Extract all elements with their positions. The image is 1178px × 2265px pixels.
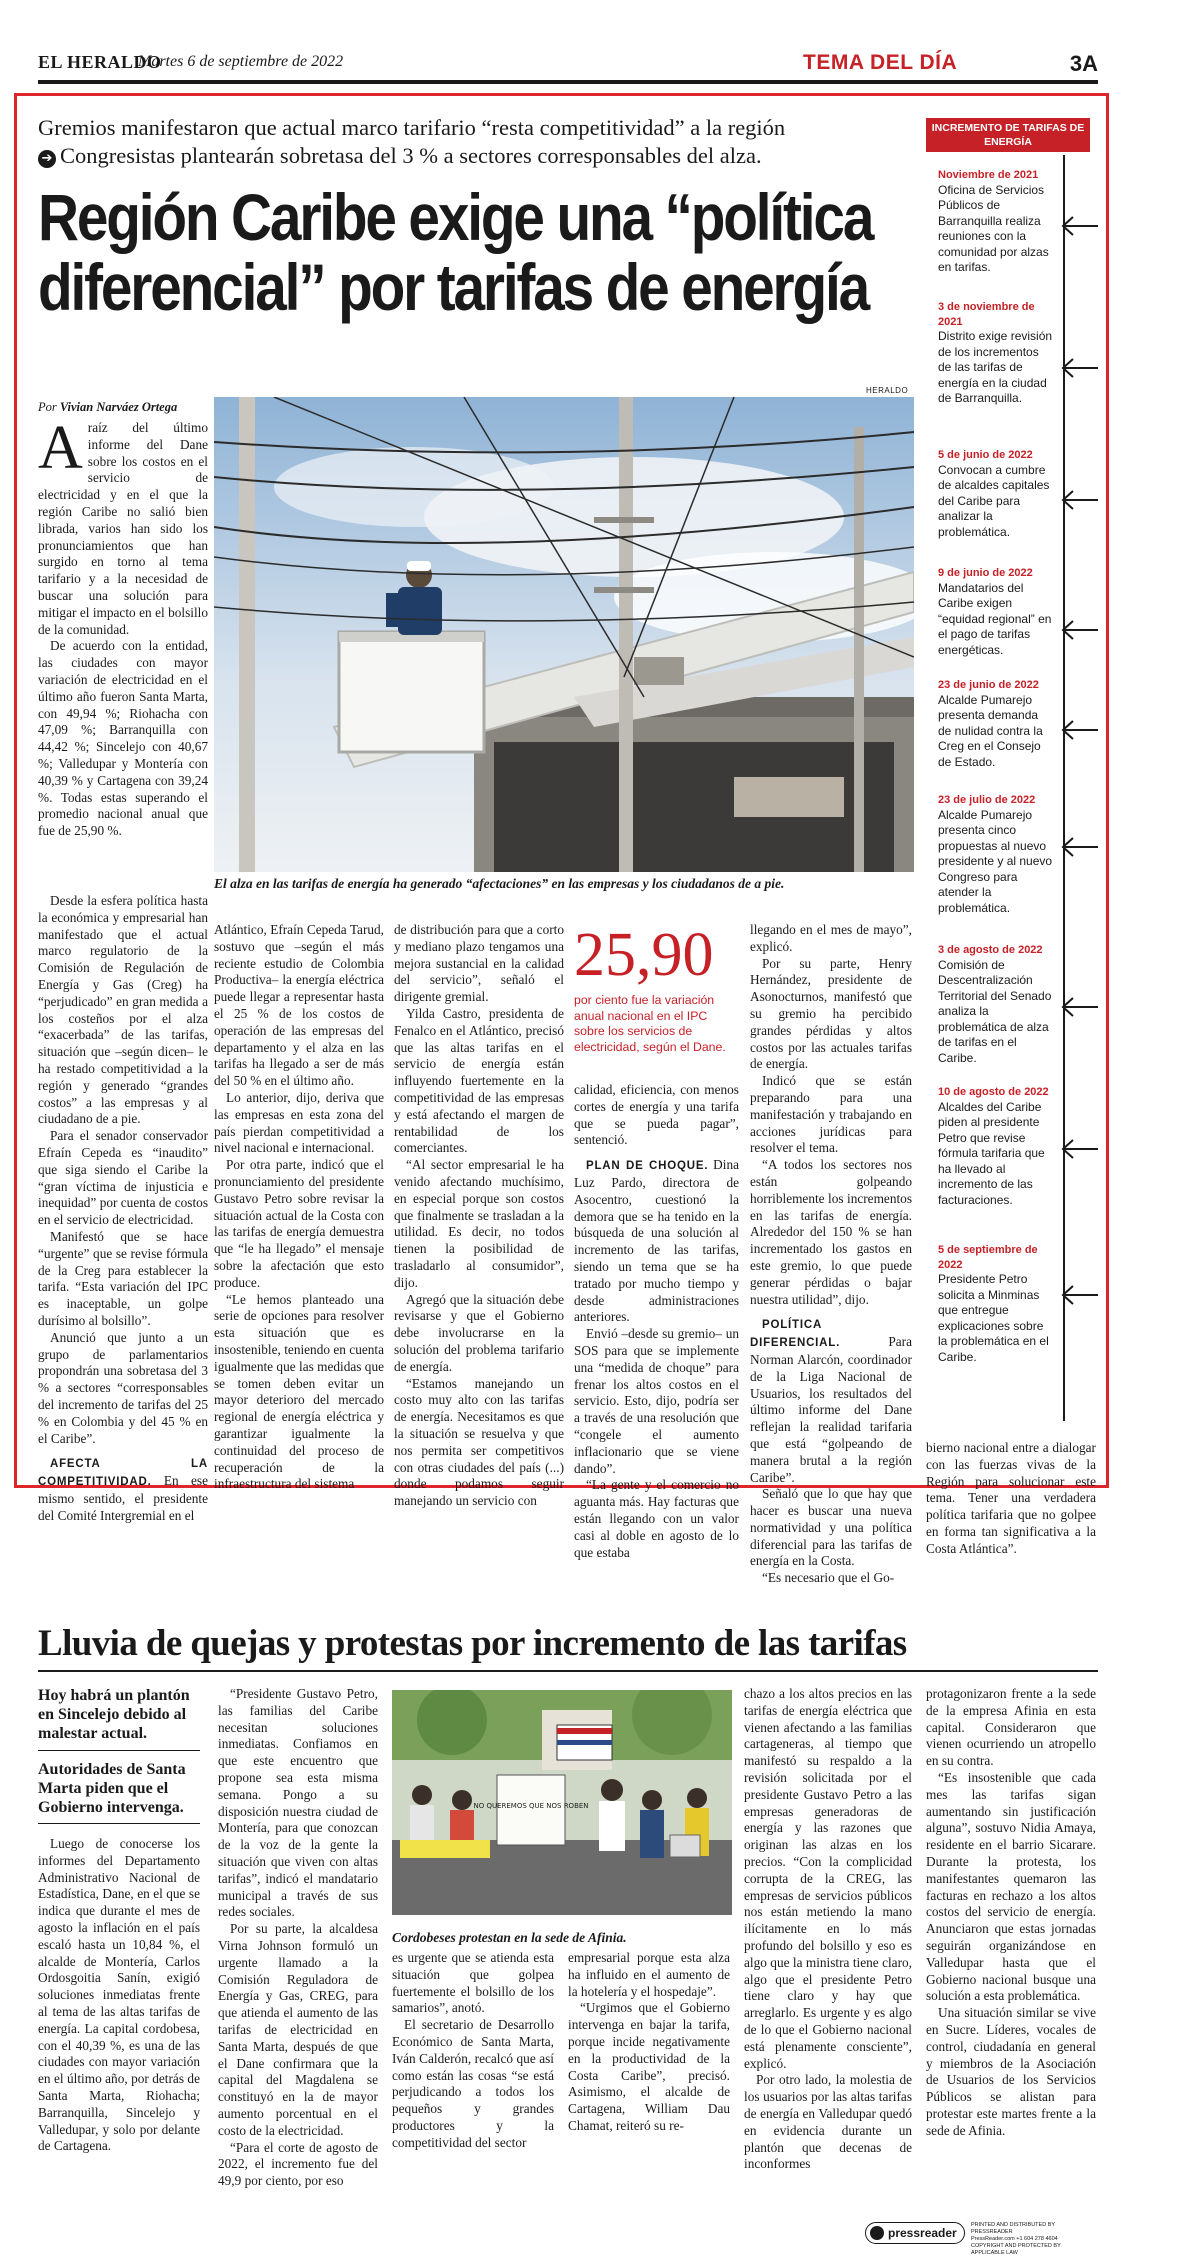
- timeline-axis: [1063, 155, 1065, 1421]
- paragraph: Señaló que lo que hay que hacer es buscar una nueva normatividad y una política diferencial para las tarifas de energía en la Costa.: [750, 1486, 912, 1569]
- pressreader-logo-text: pressreader: [888, 2226, 957, 2240]
- arrow-left-icon: [1060, 488, 1100, 512]
- photo-credit: HERALDO: [866, 386, 909, 395]
- deck-2: Autoridades de Santa Marta piden que el Gobierno intervenga.: [38, 1761, 186, 1816]
- divider: [38, 1670, 1098, 1672]
- timeline-date: 23 de junio de 2022: [938, 679, 1039, 691]
- main-headline: [38, 182, 932, 322]
- timeline-item: [938, 793, 1054, 916]
- timeline-date: 10 de agosto de 2022: [938, 1086, 1049, 1098]
- masthead: [38, 48, 1098, 84]
- pressreader-fine-print: [971, 2222, 1095, 2257]
- article2-column-3: [392, 1950, 554, 2152]
- arrow-left-icon: [1060, 1137, 1100, 1161]
- issue-date: Martes 6 de septiembre de 2022: [138, 53, 344, 70]
- fine-print-line: COPYRIGHT AND PROTECTED BY APPLICABLE LAW: [971, 2243, 1061, 2256]
- lead-paragraph-text: raíz del último informe del Dane sobre los costos en el servicio de electricidad y en el que la región Caribe no salió bien librada, varios han sido los pronunciamientos que han surgido en torno al tema tarifario y a la necesidad de buscar una solución para mitigar el impacto en el bolsillo de la comunidad.: [38, 420, 208, 637]
- article1-column-4: [574, 1082, 739, 1561]
- paragraph-text: Dina Luz Pardo, directora de Asocentro, cuestionó la demora que se ha tenido en la búsqueda de una solución al incremento de las tarifas, siendo un tema que se ha tratado por mucho tiempo y desde administraciones anteriores.: [574, 1157, 740, 1325]
- pressreader-logo-icon: [870, 2226, 884, 2240]
- protest-photo-illustration: [392, 1690, 732, 1915]
- paragraph: “Es insostenible que cada mes las tarifas sigan aumentando sin justificación alguna”, sostuvo Nidia Amaya, residente en el barrio Sicarare. Durante la protesta, los manifestantes quemaron las facturas en rechazo a los altos costos del servicio de energía. Anunciaron que estas jornadas seguirán organizándose en Valledupar hasta que el Gobierno nacional busque una solución a esta problemática.: [926, 1769, 1096, 2004]
- timeline-text: Mandatarios del Caribe exigen “equidad regional” en el pago de tarifas energéticas.: [938, 580, 1052, 657]
- paragraph: chazo a los altos precios en las tarifas de energía eléctrica que vienen afectando a las familias cartageneras, al tiempo que manifestó su respaldo a la revisión solicitada por el presidente Gustavo Petro a las empresas generadoras de energía y las razones que originan las alzas en los precios. “Con la complicidad corrupta de la CREG, las empresas de servicios públicos nos están metiendo la mano ilícitamente en lo más profundo del bolsillo y eso es algo que la ministra tiene claro, algo que el presidente Petro tiene claro y hay que arreglarlo. Es urgente y es algo de lo que el Gobierno nacional está plenamente consciente”, explicó.: [744, 1686, 912, 2071]
- arrow-left-icon: [1060, 835, 1100, 859]
- subhead: PLAN DE CHOQUE.: [586, 1160, 709, 1173]
- photo-caption: El alza en las tarifas de energía ha generado “afectaciones” en las empresas y los ciudadanos de a pie.: [214, 876, 785, 891]
- arrow-left-icon: [1060, 1283, 1100, 1307]
- divider: [38, 1823, 200, 1824]
- protest-sign-text: NO QUEREMOS QUE NOS ROBEN: [473, 1802, 589, 1810]
- paragraph: De acuerdo con la entidad, las ciudades con mayor variación de electricidad en el último año fueron Santa Marta, con 49,94 %; Riohacha con 47,09 %; Barranquilla con 44,42 %; Sincelejo con 40,67 %; Valledupar y Montería con 40,39 % y Cartagena con 39,24 %. Todas estas superando el promedio nacional anual que fue de 25,90 %.: [38, 638, 208, 839]
- timeline-item: [938, 168, 1054, 276]
- protest-photo-caption: Cordobeses protestan en la sede de Afinia.: [392, 1930, 627, 1945]
- drop-cap: A: [38, 414, 83, 482]
- timeline-item: [938, 300, 1054, 407]
- paragraph-text: En ese mismo sentido, el presidente del Comité Intergremial en el: [38, 1473, 208, 1523]
- paragraph: protagonizaron frente a la sede de la empresa Afinia en esta capital. Consideraron que vienen ocurriendo un atropello en su contra.: [926, 1686, 1096, 1769]
- article1-column-6: [926, 1440, 1096, 1558]
- article1-column-1: [38, 414, 208, 840]
- paragraph: Anunció que junto a un grupo de parlamentarios propondrán una sobretasa del 3 % a sectores “corresponsables del incremento de tarifas del 25 % en Colombia y del 45 % en el Caribe”.: [38, 1329, 208, 1446]
- article2-column-2: [218, 1686, 378, 2190]
- timeline-title: INCREMENTO DE TARIFAS DE ENERGÍA: [926, 118, 1090, 152]
- timeline-text: Alcalde Pumarejo presenta demanda de nulidad contra la Creg en el Consejo de Estado.: [938, 692, 1043, 769]
- paragraph: Por su parte, Henry Hernández, presidente de Asonocturnos, manifestó que su gremio ha percibido grandes pérdidas y altos costos por las actuales tarifas de energía.: [750, 955, 912, 1072]
- pressreader-badge: [865, 2220, 1095, 2256]
- paragraph: Por otro lado, la molestia de los usuarios por las altas tarifas de energía en Valledupar quedó en evidencia durante un plantón que decenas de inconformes: [744, 2072, 912, 2172]
- byline-author: Vivian Narváez Ortega: [59, 400, 178, 414]
- paragraph: “Para el corte de agosto de 2022, el incremento fue del 49,9 por ciento, por eso: [218, 2139, 378, 2189]
- timeline-text: Oficina de Servicios Públicos de Barranquilla realiza reuniones con la comunidad por alzas en tarifas.: [938, 182, 1049, 274]
- divider: [38, 1750, 200, 1751]
- timeline-item: [938, 1085, 1054, 1208]
- kicker-line-2-text: Congresistas plantearán sobretasa del 3 % a sectores corresponsables del alza.: [60, 143, 762, 168]
- paragraph: Luego de conocerse los informes del Departamento Administrativo Nacional de Estadística, Dane, en el que se indica que durante el mes de agosto la inflación en el país escaló hasta un 10,84 %, el alcalde de Montería, Carlos Ordosgoitia Sanín, exigió soluciones inmediatas frente al tema de las altas tarifas de energía. La capital cordobesa, con el 40,39 %, es una de las ciudades con mayor variación en el último año, por detrás de Santa Marta, Riohacha; Barranquilla, Sincelejo y Valledupar, y solo por delante de Cartagena.: [38, 1836, 200, 2154]
- timeline-text: Distrito exige revisión de los incrementos de las tarifas de energía en la ciudad de Barranquilla.: [938, 329, 1053, 405]
- second-headline: Lluvia de quejas y protestas por incremento de las tarifas: [38, 1623, 907, 1664]
- paragraph: Desde la esfera política hasta la económica y empresarial han manifestado que el actual marco regulatorio de la Comisión de Regulación de Energía y Gas (Creg) ha “perjudicado” en gran medida a los costeños por el alza “exacerbada” de las tarifas, situación que –según dicen– le ha restado competitividad a la región y generado “grandes costos” a las empresas y al ciudadano de a pie.: [38, 893, 208, 1127]
- kicker-line-2: [38, 142, 918, 170]
- paragraph: “A todos los sectores nos están golpeando horriblemente los incrementos en las tarifas de energía. Alrededor del 150 % se han incrementado los gastos en este gremio, lo que puede generar pérdidas o bajar nuestra utilidad”, dijo.: [750, 1157, 912, 1307]
- paragraph: “Le hemos planteado una serie de opciones para resolver esta situación que es insostenible, teniendo en cuenta igualmente que las medidas que se tomen deben evitar un mayor deterioro del mercado regional de energía eléctrica y garantizar igualmente la continuidad del proceso de recuperación de la infraestructura del sistema: [214, 1291, 384, 1492]
- paragraph: El secretario de Desarrollo Económico de Santa Marta, Iván Calderón, recalcó que así como están las cosas “se está perjudicando a todos los pequeños y grandes productores y la competitividad del sector: [392, 2017, 554, 2150]
- timeline-date: 23 de julio de 2022: [938, 794, 1036, 806]
- subhead-paragraph: [574, 1157, 739, 1326]
- article1-column-5: [750, 922, 912, 1587]
- deck-1: Hoy habrá un plantón en Sincelejo debido al malestar actual.: [38, 1687, 190, 1742]
- timeline-date: Noviembre de 2021: [938, 169, 1039, 181]
- paragraph: es urgente que se atienda esta situación que golpea fuertemente el bolsillo de los samarios”, anotó.: [392, 1950, 554, 2016]
- article2-column-4: [568, 1950, 730, 2135]
- fine-print-line: PressReader.com +1 604 278 4604: [971, 2236, 1058, 2242]
- paragraph: Agregó que la situación debe revisarse y que el Gobierno debe involucrarse en la solución del problema tarifario de energía.: [394, 1291, 564, 1374]
- paragraph: “Es necesario que el Go-: [762, 1570, 895, 1586]
- headline-line-1: Región Caribe exige una “política: [38, 180, 873, 254]
- fine-print-line: PRINTED AND DISTRIBUTED BY PRESSREADER: [971, 2222, 1055, 2235]
- page-number: 3A: [1069, 51, 1098, 76]
- kicker-line-1: Gremios manifestaron que actual marco tarifario “resta competitividad” a la región: [38, 115, 786, 140]
- paragraph: de distribución para que a corto y mediano plazo tengamos una mejora sustancial en la calidad del servicio”, señaló el dirigente gremial.: [394, 922, 564, 1005]
- timeline-date: 5 de septiembre de 2022: [938, 1244, 1038, 1271]
- paragraph: “Al sector empresarial le ha venido afectando muchísimo, en especial porque son costos que finalmente se trasladan a la utilidad. Es decir, no todos tienen la posibilidad de trasladarlo al consumidor”, dijo.: [394, 1157, 564, 1290]
- article1-column-1b: [38, 893, 208, 1524]
- byline: [38, 400, 177, 415]
- article1-column-3: [394, 922, 564, 1510]
- paragraph: Indicó que se están preparando para una manifestación y trabajando en acciones jurídicas para resolver el tema.: [750, 1073, 912, 1156]
- paragraph: empresarial porque esta alza ha influido en el aumento de la hotelería y el hospedaje”.: [568, 1950, 730, 1999]
- paragraph: Lo anterior, dijo, deriva que las empresas en esta zona del país pierdan competitividad a nivel nacional e internacional.: [214, 1089, 384, 1156]
- paragraph: Envió –desde su gremio– un SOS para que se implemente una “medida de choque” para frenar los altos costos en el servicio. Esto, dijo, podría ser a través de una resolución que “congele el aumento inflacionario que se viene dando”.: [574, 1326, 739, 1476]
- paragraph: Por otra parte, indicó que el pronunciamiento del presidente Gustavo Petro sobre revisar la situación actual de la Costa con las tarifas de energía demuestra que “le ha llegado” el mensaje sobre la afectación que esto produce.: [214, 1157, 384, 1290]
- newspaper-name: EL HERALDO: [38, 52, 162, 72]
- paragraph: calidad, eficiencia, con menos cortes de energía y una tarifa que se pueda pagar”, sentenció.: [574, 1082, 739, 1148]
- paragraph: Manifestó que se hace “urgente” que se revise fórmula de la Creg para establecer la tarifa. “Esta variación del IPC es inaceptable, un golpe durísimo al bolsillo”.: [38, 1228, 208, 1328]
- section-title: TEMA DEL DÍA: [803, 51, 958, 74]
- timeline-item: [938, 1243, 1054, 1365]
- protest-photo: [392, 1690, 732, 1915]
- paragraph: “Presidente Gustavo Petro, las familias del Caribe necesitan soluciones inmediatas. Confiamos en que este encuentro que propone sea esta misma semana. Pongo a su disposición nuestra ciudad de Montería, para que conozcan de la voz de la gente la situación que viven con altas tarifas”, indicó el mandatario municipal a través de sus redes sociales.: [218, 1686, 378, 1920]
- timeline-text: Comisión de Descentralización Territorial del Senado analiza la problemática de alza de tarifas en el Caribe.: [938, 957, 1052, 1065]
- arrow-left-icon: [1060, 214, 1100, 238]
- paragraph: Una situación similar se vive en Sucre. Líderes, vocales de control, ciudadanía en general y miembros de la Asociación de Usuarios de los Servicios Públicos se alistan para protestar este martes frente a la sede de Afinia.: [926, 2005, 1096, 2138]
- paragraph: “Estamos manejando un costo muy alto con las tarifas de energía. Necesitamos es que la situación se resuelva y que nos permita ser competitivos con otras ciudades del país (...) donde podamos seguir manejando un servicio con: [394, 1375, 564, 1509]
- timeline-date: 3 de noviembre de 2021: [938, 301, 1035, 328]
- pressreader-logo: [865, 2222, 965, 2244]
- article2-column-1: [38, 1836, 200, 2155]
- byline-prefix: Por: [38, 400, 57, 414]
- article2-column-6: [926, 1686, 1096, 2140]
- headline-line-2: diferencial” por tarifas de energía: [38, 250, 869, 324]
- highlight-number: 25,90: [574, 921, 714, 989]
- timeline-item: [938, 566, 1054, 658]
- timeline-date: 5 de junio de 2022: [938, 449, 1033, 461]
- arrow-left-icon: [1060, 718, 1100, 742]
- arrow-left-icon: [1060, 356, 1100, 380]
- timeline-text: Convocan a cumbre de alcaldes capitales del Caribe para analizar la problemática.: [938, 462, 1050, 539]
- paragraph: Yilda Castro, presidenta de Fenalco en el Atlántico, precisó que las altas tarifas en el servicio de energía están influyendo fuertemente en la competitividad de las empresas y está afectando el margen de rentabilidad de los comerciantes.: [394, 1005, 564, 1156]
- subhead-paragraph: [750, 1316, 912, 1486]
- lineman-photo-illustration: [214, 397, 914, 872]
- subhead-paragraph: [38, 1455, 208, 1524]
- lead-paragraph: [38, 414, 208, 638]
- timeline-item: [938, 678, 1054, 770]
- arrow-left-icon: [1060, 618, 1100, 642]
- paragraph: “La gente y el comercio no aguanta más. Hay facturas que están llegando con un valor casi al doble en agosto de lo que estaba: [574, 1477, 739, 1560]
- subhead: POLÍTICA DIFERENCIAL.: [750, 1319, 841, 1350]
- timeline-item: [938, 448, 1054, 540]
- paragraph: Atlántico, Efraín Cepeda Tarud, sostuvo que –según el más reciente estudio de Colombia Productiva– la energía eléctrica puede llegar a representar hasta el 25 % de los costos de operación de las empresas del departamento y el alza en las tarifas ha llegado a ser de más del 50 % en el último año.: [214, 922, 384, 1089]
- timeline-text: Presidente Petro solicita a Minminas que entregue explicaciones sobre la problemática en el Caribe.: [938, 1272, 1049, 1364]
- lineman-photo: [214, 397, 914, 872]
- timeline-text: Alcaldes del Caribe piden al presidente Petro que revise fórmula tarifaria que ha llevado al incremento de las facturaciones.: [938, 1099, 1045, 1207]
- paragraph-text: Para Norman Alarcón, coordinador de la Liga Nacional de Usuarios, los resultados del último informe del Dane reflejan la realidad tarifaria que está “golpeando de manera brutal a la región Caribe”.: [750, 1334, 912, 1485]
- paragraph: Por su parte, la alcaldesa Virna Johnson formuló un urgente llamado a la Comisión Reguladora de Energía y Gas, CREG, para que atienda el aumento de las tarifas de electricidad en Santa Marta, después de que el Dane confirmara que la capital del Magdalena se constituyó en la de mayor aumento porcentual en el costo de la electricidad.: [218, 1921, 378, 2138]
- paragraph: Para el senador conservador Efraín Cepeda es “inaudito” que siga siendo el Caribe la “gran víctima de injusticia e inequidad” por cuenta de costos en el servicio de electricidad.: [38, 1128, 208, 1228]
- arrow-left-icon: [1060, 995, 1100, 1019]
- subhead: AFECTA LA COMPETITIVIDAD.: [38, 1458, 208, 1489]
- paragraph: llegando en el mes de mayo”, explicó.: [750, 922, 912, 954]
- timeline-text: Alcalde Pumarejo presenta cinco propuestas al nuevo presidente y al nuevo Congreso para atender la problemática.: [938, 807, 1053, 915]
- paragraph: “Urgimos que el Gobierno intervenga en bajar la tarifa, porque incide negativamente en la productividad de la Costa Caribe”, precisó. Asimismo, el alcalde de Cartagena, William Dau Chamat, reiteró su re-: [568, 2000, 730, 2133]
- article2-column-5: [744, 1686, 912, 2173]
- article1-column-2: [214, 922, 384, 1493]
- arrow-right-icon: ➔: [38, 150, 56, 168]
- timeline-item: [938, 943, 1054, 1066]
- timeline-date: 3 de agosto de 2022: [938, 944, 1043, 956]
- timeline-date: 9 de junio de 2022: [938, 567, 1033, 579]
- paragraph: bierno nacional entre a dialogar con las fuerzas vivas de la Región para solucionar este tema. Tener una verdadera política tarifaria que no golpee en forma tan significativa a la Costa Atlántica”.: [926, 1440, 1096, 1556]
- highlight-number-text: por ciento fue la variación anual nacional en el IPC sobre los servicios de electricidad, según el Dane.: [574, 993, 726, 1054]
